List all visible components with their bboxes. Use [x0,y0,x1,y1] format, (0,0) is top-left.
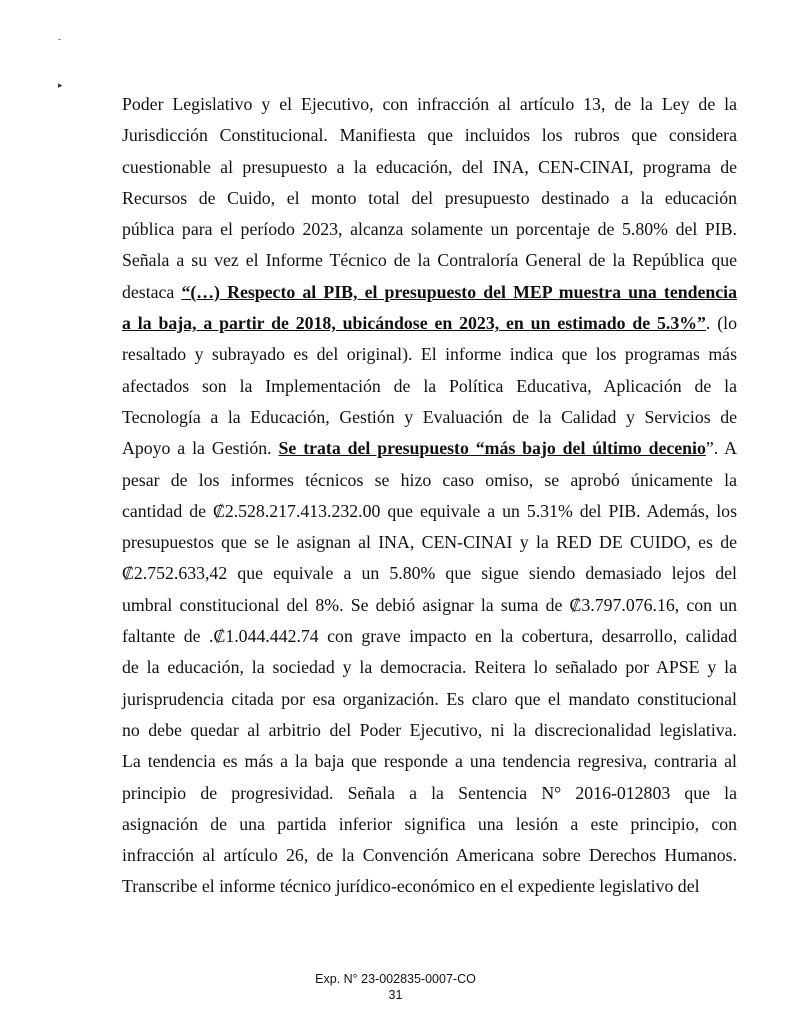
text-line [122,245,737,276]
text-run: afectados son la Implementación de la Política Educativa, Aplicación de la [122,375,737,396]
text-run: Recursos de Cuido, el monto total del presupuesto destinado a la educación [122,187,737,208]
text-line [122,214,737,245]
text-line [122,527,737,558]
text-line [122,840,737,871]
text-line [122,621,737,652]
text-run: Jurisdicción Constitucional. Manifiesta que incluidos los rubros que considera [122,125,737,146]
text-line [122,89,737,120]
text-run: resaltado y subrayado es del original). El informe indica que los programas más [122,344,737,365]
emphasized-text: “(…) Respecto al PIB, el presupuesto del MEP muestra una tendencia [181,281,738,302]
case-number: Exp. N° 23-002835-0007-CO [315,972,476,986]
text-line [122,402,737,433]
emphasized-text: Se trata del presupuesto “más bajo del último decenio [278,438,706,459]
text-line [122,183,737,214]
text-run: Transcribe el informe técnico jurídico-económico en el expediente legislativo del [122,876,700,897]
margin-mark: ▸ [58,80,63,90]
text-run: jurisprudencia citada por esa organización. Es claro que el mandato constitucional [122,688,737,709]
text-run: Apoyo a la Gestión. [122,438,279,459]
text-run: La tendencia es más a la baja que responde a una tendencia regresiva, contraria al [122,751,737,772]
text-run: principio de progresividad. Señala a la Sentencia N° 2016-012803 que la [122,782,737,803]
text-line [122,684,737,715]
text-line [122,590,737,621]
text-run: asignación de una partida inferior significa una lesión a este principio, con [122,813,737,834]
page-number: 31 [388,988,403,1002]
text-run: destaca [122,281,182,302]
text-run: de la educación, la sociedad y la democracia. Reitera lo señalado por APSE y la [122,657,737,678]
text-run: . (lo [705,313,737,334]
text-run: presupuestos que se le asignan al INA, CEN-CINAI y la RED DE CUIDO, es de [122,532,737,553]
margin-mark: - [58,34,61,44]
text-line [122,371,737,402]
text-run: Señala a su vez el Informe Técnico de la Contraloría General de la República que [122,250,737,271]
text-run: cantidad de ₡2.528.217.413.232.00 que equivale a un 5.31% del PIB. Además, los [122,500,737,521]
text-line [122,809,737,840]
text-line [122,465,737,496]
text-run: pesar de los informes técnicos se hizo caso omiso, se aprobó únicamente la [122,469,737,490]
document-body [122,89,737,903]
text-line [122,433,737,464]
text-line [122,120,737,151]
text-run: faltante de .₡1.044.442.74 con grave impacto en la cobertura, desarrollo, calidad [122,626,737,647]
text-line [122,558,737,589]
text-line [122,308,737,339]
text-run: infracción al artículo 26, de la Convención Americana sobre Derechos Humanos. [122,845,737,866]
emphasized-text: a la baja, a partir de 2018, ubicándose en 2023, en un estimado de 5.3%” [122,313,706,334]
text-line [122,715,737,746]
text-line [122,496,737,527]
text-run: umbral constitucional del 8%. Se debió asignar la suma de ₡3.797.076.16, con un [122,594,737,615]
text-line [122,652,737,683]
text-run: Tecnología a la Educación, Gestión y Evaluación de la Calidad y Servicios de [122,406,737,427]
text-line [122,778,737,809]
text-run: Poder Legislativo y el Ejecutivo, con infracción al artículo 13, de la Ley de la [122,94,737,114]
text-line [122,277,737,308]
text-line [122,339,737,370]
text-run: ₡2.752.633,42 que equivale a un 5.80% que sigue siendo demasiado lejos del [122,563,737,584]
text-run: no debe quedar al arbitrio del Poder Ejecutivo, ni la discrecionalidad legislativa. [122,719,737,740]
text-run: ”. A [705,438,737,459]
text-run: cuestionable al presupuesto a la educación, del INA, CEN-CINAI, programa de [122,156,737,177]
text-line [122,746,737,777]
text-line [122,871,737,902]
text-line [122,152,737,183]
text-run: pública para el período 2023, alcanza solamente un porcentaje de 5.80% del PIB. [122,219,737,240]
